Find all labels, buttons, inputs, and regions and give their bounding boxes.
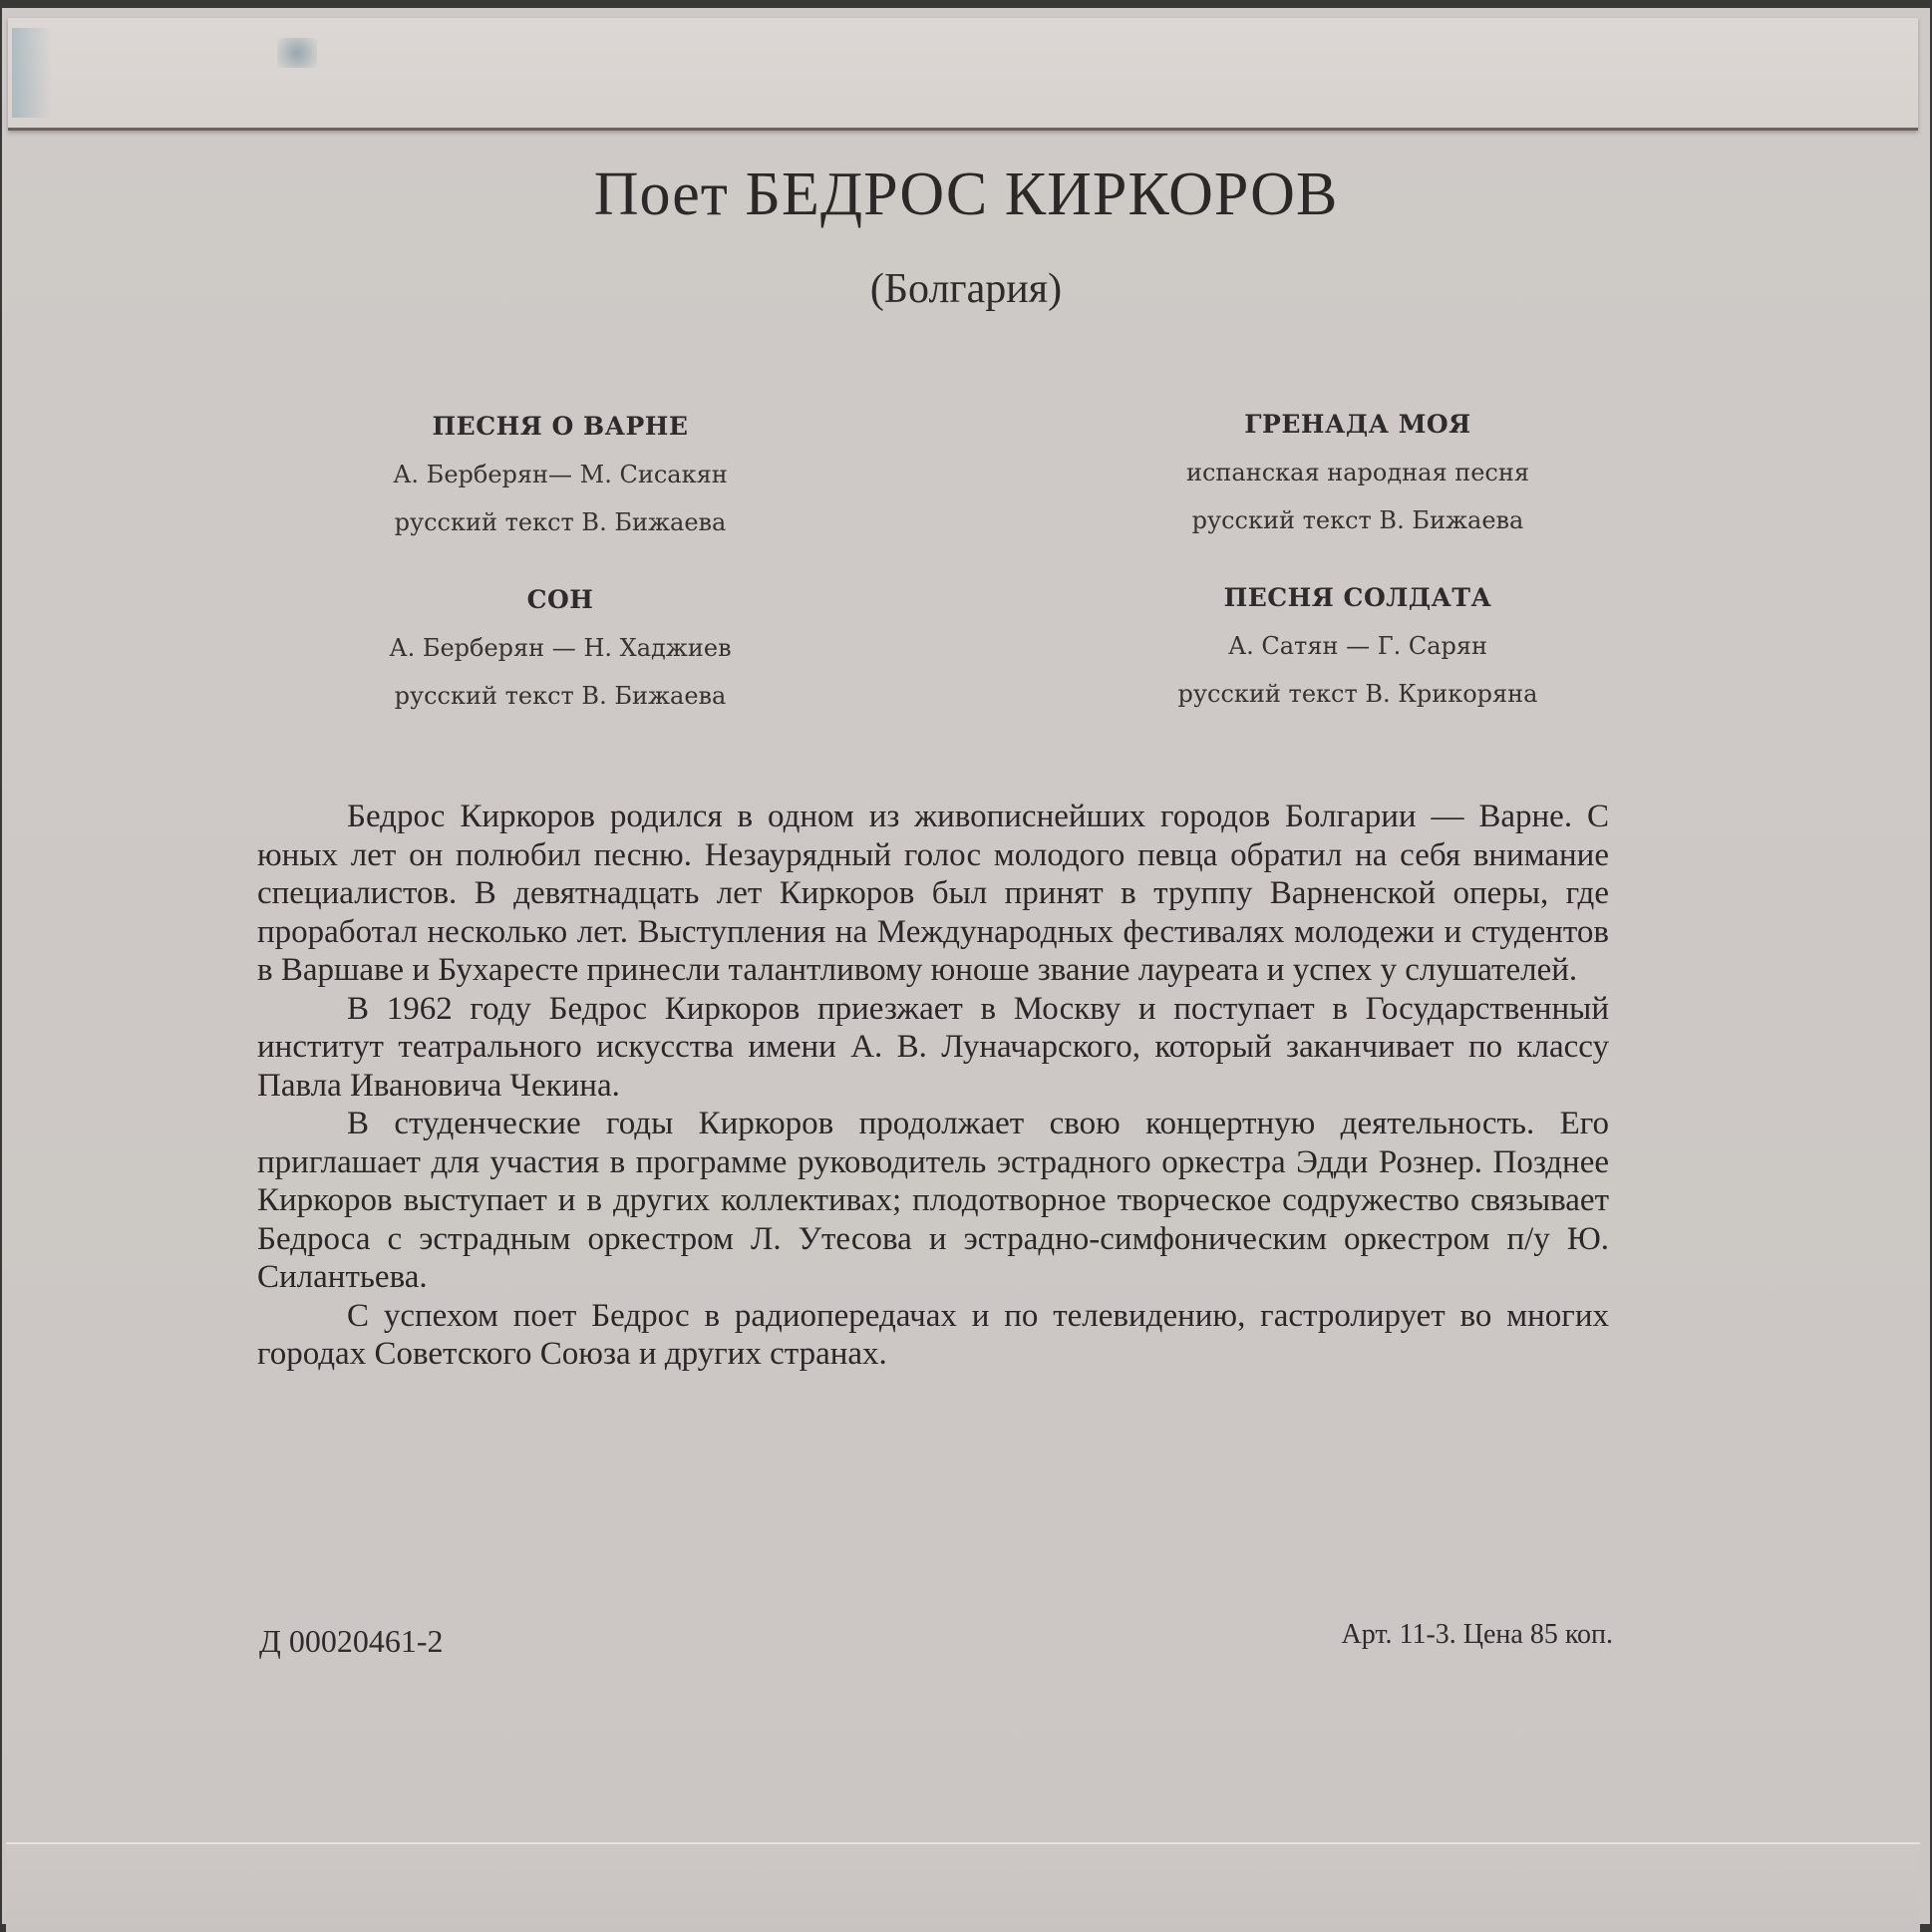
- track-item: [281, 403, 839, 546]
- catalog-number: Д 00020461-2: [259, 1623, 444, 1659]
- track-title: ГРЕНАДА МОЯ: [1244, 410, 1471, 439]
- track-title: ПЕСНЯ О ВАРНЕ: [432, 412, 689, 441]
- biography-paragraph: В 1962 году Бедрос Киркоров приезжает в Москву и поступает в Государственный институт театрального искусства имени А. В. Луначарского, который заканчивает по классу Павла Ивановича Чекина.: [257, 990, 1609, 1104]
- sleeve-bottom-flap: [6, 1842, 1920, 1932]
- track-title: ПЕСНЯ СОЛДАТА: [1223, 583, 1492, 612]
- ink-stain: [12, 28, 52, 118]
- track-item: [1079, 401, 1637, 544]
- poet-label: Поет: [593, 161, 729, 228]
- track-credits: А. Сатян — Г. Сарян: [1227, 632, 1488, 660]
- biography-paragraph: В студенческие годы Киркоров продолжает свою концертную деятельность. Его приглашает для участия в программе руководитель эстрадного оркестра Эдди Рознер. Позднее Киркоров выступает и в других коллективах; плодотворное творческое содружество связывает Бедроса с эстрадным оркестром Л. Утесова и эстрадно-симфоническим оркестром п/у Ю. Силантьева.: [257, 1106, 1609, 1295]
- track-credits: А. Берберян— М. Сисакян: [393, 461, 728, 488]
- track-credits: испанская народная песня: [1185, 459, 1529, 486]
- track-item: [1079, 574, 1637, 718]
- price-label: Арт. 11-3. Цена 85 коп.: [1341, 1619, 1613, 1650]
- biography: [257, 798, 1609, 1374]
- page-title: [0, 160, 1932, 230]
- biography-paragraph: Бедрос Киркоров родился в одном из живописнейших городов Болгарии — Варне. С юных лет он полюбил песню. Незаурядный голос молодого певца обратил на себя внимание специалистов. В девятнадцать лет Киркоров был принят в труппу Варненской оперы, где проработал несколько лет. Выступления на Международных фестивалях молодежи и студентов в Варшаве и Бухаресте принесли талантливому юноше звание лауреата и успех у слушателей.: [257, 799, 1609, 988]
- artist-country: (Болгария): [869, 266, 1063, 312]
- biography-paragraph: С успехом поет Бедрос в радиопередачах и по телевидению, гастролирует во многих городах Советского Союза и других странах.: [257, 1297, 1609, 1372]
- track-lyrics: русский текст В. Бижаева: [394, 682, 727, 710]
- ink-stain: [277, 38, 317, 68]
- track-lyrics: русский текст В. Бижаева: [394, 508, 727, 536]
- artist-name: БЕДРОС КИРКОРОВ: [745, 161, 1339, 228]
- track-lyrics: русский текст В. Крикоряна: [1177, 680, 1538, 708]
- track-credits: А. Берберян — Н. Хаджиев: [389, 634, 732, 662]
- sleeve-top-flap: [8, 18, 1918, 131]
- track-lyrics: русский текст В. Бижаева: [1191, 506, 1524, 534]
- track-title: СОН: [526, 585, 594, 614]
- track-item: [281, 576, 839, 720]
